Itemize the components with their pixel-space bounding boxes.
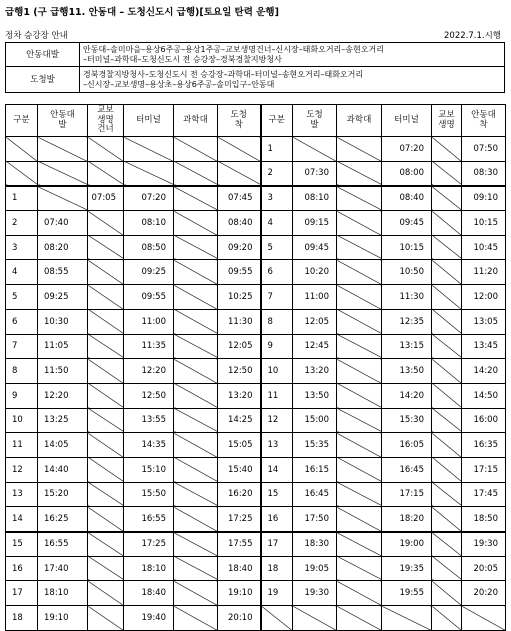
empty-cell	[337, 556, 382, 581]
departure-time: 16:45	[293, 482, 337, 507]
empty-cell	[174, 235, 218, 260]
departure-time: 09:45	[293, 235, 337, 260]
empty-cell	[432, 482, 462, 507]
empty-cell	[432, 556, 462, 581]
empty-cell	[337, 235, 382, 260]
trip-number: 15	[6, 532, 38, 557]
trip-number: 14	[261, 457, 293, 482]
empty-cell	[174, 285, 218, 310]
departure-time: 17:15	[462, 457, 506, 482]
trip-number: 6	[6, 309, 38, 334]
departure-time: 18:50	[462, 507, 506, 532]
empty-cell	[38, 137, 88, 162]
empty-cell	[337, 606, 382, 631]
departure-time: 11:30	[382, 285, 432, 310]
trip-number: 1	[6, 186, 38, 211]
trip-number: 12	[6, 457, 38, 482]
empty-cell	[174, 161, 218, 186]
empty-cell	[337, 211, 382, 236]
departure-time: 10:30	[38, 309, 88, 334]
departure-time: 16:55	[38, 532, 88, 557]
empty-cell	[6, 161, 38, 186]
departure-time: 19:10	[38, 606, 88, 631]
table-row	[6, 532, 506, 557]
departure-time: 19:30	[293, 581, 337, 606]
empty-cell	[174, 457, 218, 482]
empty-cell	[432, 334, 462, 359]
departure-time: 12:50	[218, 359, 261, 384]
table-row	[6, 186, 506, 211]
departure-time: 09:15	[293, 211, 337, 236]
timetable	[5, 104, 506, 631]
route-name: 도청발	[6, 67, 80, 93]
subtitle-row	[5, 30, 505, 42]
departure-time: 11:00	[124, 309, 174, 334]
trip-number: 10	[261, 359, 293, 384]
table-row	[6, 235, 506, 260]
trip-number: 5	[261, 235, 293, 260]
departure-time: 10:25	[218, 285, 261, 310]
departure-time: 11:35	[124, 334, 174, 359]
departure-time: 16:00	[462, 408, 506, 433]
departure-time: 12:00	[462, 285, 506, 310]
departure-time: 07:20	[382, 137, 432, 162]
trip-number: 18	[6, 606, 38, 631]
empty-cell	[432, 359, 462, 384]
empty-cell	[432, 137, 462, 162]
route-path	[80, 43, 505, 67]
route-row	[6, 67, 505, 93]
departure-time: 14:50	[462, 383, 506, 408]
empty-cell	[432, 433, 462, 458]
departure-time: 14:20	[382, 383, 432, 408]
departure-time: 07:05	[88, 186, 124, 211]
trip-number: 8	[6, 359, 38, 384]
departure-time: 19:05	[293, 556, 337, 581]
departure-time: 15:40	[218, 457, 261, 482]
empty-cell	[88, 482, 124, 507]
departure-time: 10:15	[462, 211, 506, 236]
empty-cell	[293, 606, 337, 631]
departure-time: 12:45	[293, 334, 337, 359]
departure-time: 16:45	[382, 457, 432, 482]
departure-time: 14:05	[38, 433, 88, 458]
departure-time: 17:40	[38, 556, 88, 581]
empty-cell	[432, 285, 462, 310]
empty-cell	[174, 334, 218, 359]
empty-cell	[432, 260, 462, 285]
departure-time: 18:30	[293, 532, 337, 557]
departure-time: 08:55	[38, 260, 88, 285]
departure-time: 13:50	[293, 383, 337, 408]
empty-cell	[174, 532, 218, 557]
route-path	[80, 67, 505, 93]
departure-time: 16:55	[124, 507, 174, 532]
trip-number: 11	[261, 383, 293, 408]
trip-number: 8	[261, 309, 293, 334]
departure-time: 09:55	[218, 260, 261, 285]
departure-time: 08:40	[382, 186, 432, 211]
empty-cell	[174, 260, 218, 285]
departure-time: 12:05	[293, 309, 337, 334]
trip-number: 7	[261, 285, 293, 310]
trip-number: 10	[6, 408, 38, 433]
departure-time: 17:25	[218, 507, 261, 532]
trip-number: 3	[6, 235, 38, 260]
empty-cell	[337, 186, 382, 211]
effective-date: 2022.7.1.시행	[444, 31, 501, 41]
empty-cell	[174, 408, 218, 433]
empty-cell	[432, 532, 462, 557]
empty-cell	[337, 457, 382, 482]
table-row	[6, 211, 506, 236]
departure-time: 13:55	[124, 408, 174, 433]
empty-cell	[38, 186, 88, 211]
departure-time: 12:50	[124, 383, 174, 408]
empty-cell	[174, 433, 218, 458]
empty-cell	[337, 408, 382, 433]
route-table	[5, 42, 505, 93]
departure-time: 07:30	[293, 161, 337, 186]
empty-cell	[88, 581, 124, 606]
empty-cell	[88, 334, 124, 359]
column-header: 안동대 착	[462, 105, 506, 137]
departure-time: 14:20	[462, 359, 506, 384]
departure-time: 10:15	[382, 235, 432, 260]
departure-time: 19:10	[218, 581, 261, 606]
departure-time: 16:15	[293, 457, 337, 482]
trip-number: 6	[261, 260, 293, 285]
departure-time: 17:25	[124, 532, 174, 557]
departure-time: 07:20	[124, 186, 174, 211]
departure-time: 12:05	[218, 334, 261, 359]
departure-time: 09:55	[124, 285, 174, 310]
departure-time: 08:10	[293, 186, 337, 211]
trip-number: 15	[261, 482, 293, 507]
departure-time: 16:20	[218, 482, 261, 507]
table-row	[6, 383, 506, 408]
departure-time: 19:55	[382, 581, 432, 606]
departure-time: 16:25	[38, 507, 88, 532]
departure-time: 15:00	[293, 408, 337, 433]
departure-time: 14:25	[218, 408, 261, 433]
table-row	[6, 260, 506, 285]
departure-time: 20:20	[462, 581, 506, 606]
column-header: 과학대	[174, 105, 218, 137]
empty-cell	[88, 285, 124, 310]
table-row	[6, 482, 506, 507]
departure-time: 14:35	[124, 433, 174, 458]
trip-number: 2	[6, 211, 38, 236]
empty-cell	[432, 507, 462, 532]
empty-cell	[432, 309, 462, 334]
table-row	[6, 359, 506, 384]
table-row	[6, 581, 506, 606]
empty-cell	[337, 260, 382, 285]
route-path-line: –터미널–과학대–도청신도시 전 승강장–경북경찰지방청사	[83, 54, 282, 64]
column-header: 과학대	[337, 105, 382, 137]
departure-time: 13:20	[293, 359, 337, 384]
empty-cell	[88, 383, 124, 408]
table-row	[6, 408, 506, 433]
departure-time: 11:50	[38, 359, 88, 384]
column-header: 구분	[6, 105, 38, 137]
departure-time: 17:55	[218, 532, 261, 557]
empty-cell	[124, 161, 174, 186]
departure-time: 12:35	[382, 309, 432, 334]
table-row	[6, 285, 506, 310]
column-header: 교보 생명 건너	[88, 105, 124, 137]
departure-time: 17:50	[293, 507, 337, 532]
empty-cell	[337, 137, 382, 162]
table-row	[6, 137, 506, 162]
trip-number: 4	[261, 211, 293, 236]
departure-time: 15:10	[124, 457, 174, 482]
empty-cell	[432, 186, 462, 211]
departure-time: 13:50	[382, 359, 432, 384]
empty-cell	[337, 507, 382, 532]
empty-cell	[432, 408, 462, 433]
empty-cell	[432, 383, 462, 408]
table-row	[6, 556, 506, 581]
trip-number: 2	[261, 161, 293, 186]
timetable-header-row	[6, 105, 506, 137]
empty-cell	[337, 359, 382, 384]
column-header: 도청 착	[218, 105, 261, 137]
departure-time: 08:30	[462, 161, 506, 186]
empty-cell	[218, 161, 261, 186]
empty-cell	[432, 606, 462, 631]
empty-cell	[174, 507, 218, 532]
empty-cell	[337, 482, 382, 507]
empty-cell	[337, 532, 382, 557]
empty-cell	[337, 334, 382, 359]
column-header: 터미널	[382, 105, 432, 137]
departure-time: 09:45	[382, 211, 432, 236]
trip-number: 16	[6, 556, 38, 581]
departure-time: 15:50	[124, 482, 174, 507]
empty-cell	[337, 285, 382, 310]
table-row	[6, 334, 506, 359]
departure-time: 18:20	[382, 507, 432, 532]
trip-number: 9	[6, 383, 38, 408]
departure-time: 09:10	[462, 186, 506, 211]
table-row	[6, 433, 506, 458]
table-row	[6, 507, 506, 532]
empty-cell	[88, 457, 124, 482]
departure-time: 20:10	[218, 606, 261, 631]
table-row	[6, 161, 506, 186]
trip-number: 17	[6, 581, 38, 606]
departure-time: 11:05	[38, 334, 88, 359]
empty-cell	[88, 309, 124, 334]
departure-time: 19:35	[382, 556, 432, 581]
departure-time: 09:25	[124, 260, 174, 285]
column-header: 교보 생명	[432, 105, 462, 137]
trip-number: 14	[6, 507, 38, 532]
stop-info-label: 정차 승강장 안내	[5, 31, 68, 41]
empty-cell	[337, 161, 382, 186]
departure-time: 08:40	[218, 211, 261, 236]
empty-cell	[6, 137, 38, 162]
table-row	[6, 309, 506, 334]
empty-cell	[174, 581, 218, 606]
empty-cell	[337, 383, 382, 408]
empty-cell	[38, 161, 88, 186]
empty-cell	[337, 309, 382, 334]
empty-cell	[382, 606, 432, 631]
empty-cell	[174, 309, 218, 334]
departure-time: 15:35	[293, 433, 337, 458]
trip-number: 7	[6, 334, 38, 359]
trip-number: 4	[6, 260, 38, 285]
empty-cell	[432, 235, 462, 260]
column-header: 구분	[261, 105, 293, 137]
empty-cell	[174, 556, 218, 581]
empty-cell	[88, 235, 124, 260]
departure-time: 08:10	[124, 211, 174, 236]
trip-number: 18	[261, 556, 293, 581]
departure-time: 13:15	[382, 334, 432, 359]
departure-time: 13:25	[38, 408, 88, 433]
trip-number: 13	[261, 433, 293, 458]
departure-time: 15:20	[38, 482, 88, 507]
empty-cell	[88, 507, 124, 532]
empty-cell	[432, 211, 462, 236]
empty-cell	[88, 532, 124, 557]
empty-cell	[174, 186, 218, 211]
empty-cell	[88, 211, 124, 236]
departure-time: 12:20	[124, 359, 174, 384]
table-row	[6, 606, 506, 631]
departure-time: 18:40	[218, 556, 261, 581]
departure-time: 20:05	[462, 556, 506, 581]
departure-time: 07:45	[218, 186, 261, 211]
departure-time: 13:05	[462, 309, 506, 334]
empty-cell	[432, 457, 462, 482]
departure-time: 08:50	[124, 235, 174, 260]
empty-cell	[174, 211, 218, 236]
trip-number: 17	[261, 532, 293, 557]
departure-time: 07:40	[38, 211, 88, 236]
empty-cell	[174, 606, 218, 631]
empty-cell	[88, 137, 124, 162]
empty-cell	[462, 606, 506, 631]
departure-time: 12:20	[38, 383, 88, 408]
empty-cell	[88, 433, 124, 458]
departure-time: 13:45	[462, 334, 506, 359]
empty-cell	[337, 581, 382, 606]
route-path-line: 경북경찰지방청사–도청신도시 전 승강장–과학대–터미널–송현오거리–태화오거리	[83, 69, 364, 79]
empty-cell	[432, 581, 462, 606]
departure-time: 11:20	[462, 260, 506, 285]
trip-number: 3	[261, 186, 293, 211]
departure-time: 18:10	[124, 556, 174, 581]
departure-time: 11:00	[293, 285, 337, 310]
empty-cell	[174, 482, 218, 507]
route-name: 안동대발	[6, 43, 80, 67]
departure-time: 18:10	[38, 581, 88, 606]
empty-cell	[124, 137, 174, 162]
empty-cell	[337, 433, 382, 458]
page-title: 급행1 (구 급행11. 안동대 – 도청신도시 급행)[토요일 탄력 운행]	[5, 7, 279, 18]
departure-time: 15:30	[382, 408, 432, 433]
trip-number: 5	[6, 285, 38, 310]
departure-time: 18:40	[124, 581, 174, 606]
departure-time: 17:15	[382, 482, 432, 507]
route-path-line: 안동대–솔미마을–용상6주공–용상1주공–교보생명건너–신시장–태화오거리–송현오거리	[83, 44, 384, 54]
empty-cell	[174, 137, 218, 162]
trip-number: 1	[261, 137, 293, 162]
empty-cell	[88, 260, 124, 285]
empty-cell	[432, 161, 462, 186]
departure-time: 10:20	[293, 260, 337, 285]
column-header: 도청 발	[293, 105, 337, 137]
departure-time: 19:00	[382, 532, 432, 557]
departure-time: 15:05	[218, 433, 261, 458]
empty-cell	[218, 137, 261, 162]
empty-cell	[88, 161, 124, 186]
empty-cell	[293, 137, 337, 162]
trip-number: 19	[261, 581, 293, 606]
departure-time: 08:00	[382, 161, 432, 186]
empty-cell	[88, 556, 124, 581]
route-path-line: –신시장–교보생명–용상초–용상6주공–솔미입구–안동대	[83, 79, 275, 89]
empty-cell	[174, 359, 218, 384]
empty-cell	[174, 383, 218, 408]
departure-time: 08:20	[38, 235, 88, 260]
trip-number: 11	[6, 433, 38, 458]
departure-time: 14:40	[38, 457, 88, 482]
departure-time: 19:30	[462, 532, 506, 557]
empty-cell	[88, 359, 124, 384]
departure-time: 10:45	[462, 235, 506, 260]
column-header: 터미널	[124, 105, 174, 137]
trip-number: 9	[261, 334, 293, 359]
departure-time: 13:20	[218, 383, 261, 408]
departure-time: 11:30	[218, 309, 261, 334]
route-row	[6, 43, 505, 67]
departure-time: 19:40	[124, 606, 174, 631]
column-header: 안동대 발	[38, 105, 88, 137]
trip-number: 13	[6, 482, 38, 507]
departure-time: 09:25	[38, 285, 88, 310]
empty-cell	[261, 606, 293, 631]
empty-cell	[88, 408, 124, 433]
departure-time: 16:35	[462, 433, 506, 458]
departure-time: 07:50	[462, 137, 506, 162]
trip-number: 16	[261, 507, 293, 532]
table-row	[6, 457, 506, 482]
empty-cell	[88, 606, 124, 631]
departure-time: 17:45	[462, 482, 506, 507]
departure-time: 09:20	[218, 235, 261, 260]
trip-number: 12	[261, 408, 293, 433]
departure-time: 10:50	[382, 260, 432, 285]
departure-time: 16:05	[382, 433, 432, 458]
